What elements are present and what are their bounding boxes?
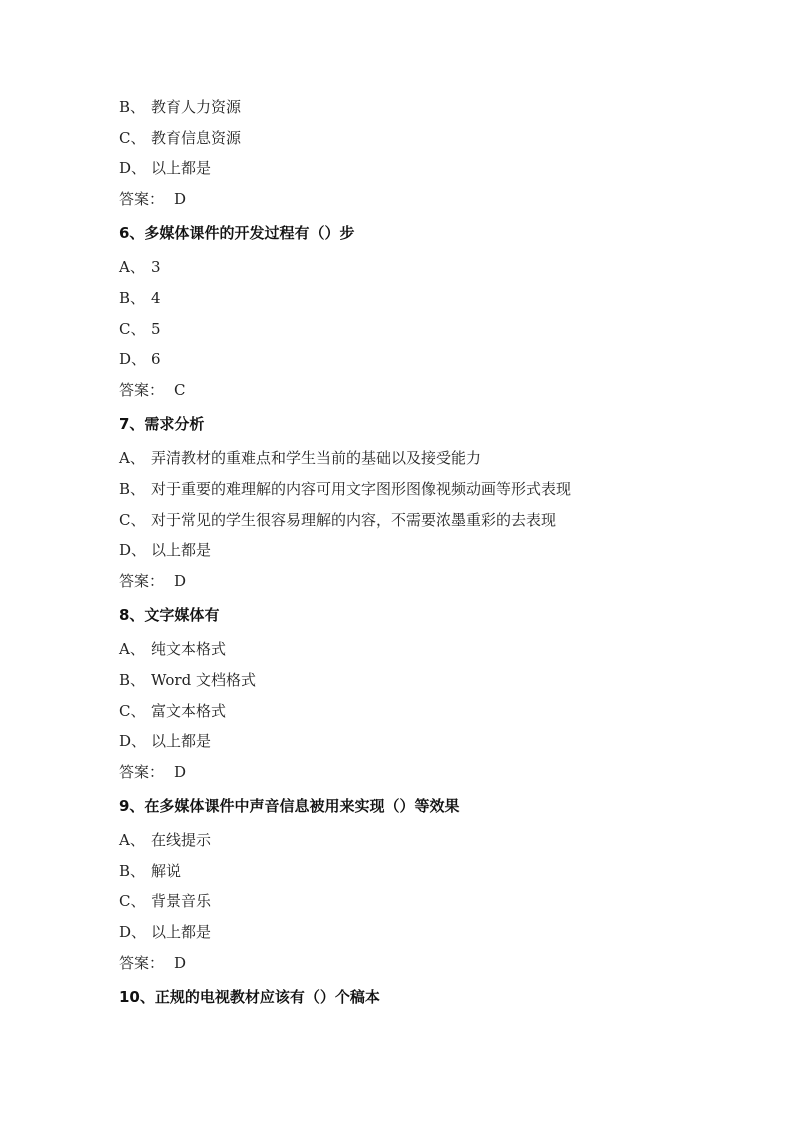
option-d: D、 以上都是 xyxy=(119,541,212,560)
option-d: D、 以上都是 xyxy=(119,159,212,178)
answer: 答案： C xyxy=(119,380,186,399)
document-page xyxy=(119,92,739,1016)
question-7 xyxy=(119,405,739,596)
answer: 答案： D xyxy=(119,762,187,781)
answer: 答案： D xyxy=(119,571,187,590)
option-b: B、 教育人力资源 xyxy=(119,98,242,116)
option-a: A、 在线提示 xyxy=(119,831,212,850)
question-title: 9、在多媒体课件中声音信息被用来实现（）等效果 xyxy=(119,797,460,816)
question-10 xyxy=(119,978,739,1016)
question-9 xyxy=(119,787,739,978)
option-b: B、 解说 xyxy=(119,861,182,880)
option-c: C、 对于常见的学生很容易理解的内容，不需要浓墨重彩的去表现 xyxy=(119,510,557,529)
option-d: D、 以上都是 xyxy=(119,732,212,751)
option-b: B、 4 xyxy=(119,288,161,307)
option-c: C、 教育信息资源 xyxy=(119,128,242,147)
option-b: B、 对于重要的难理解的内容可用文字图形图像视频动画等形式表现 xyxy=(119,479,572,498)
question-6 xyxy=(119,214,739,405)
question-title: 10、正规的电视教材应该有（）个稿本 xyxy=(119,988,380,1007)
option-a: A、 纯文本格式 xyxy=(119,640,227,659)
option-d: D、 以上都是 xyxy=(119,923,212,942)
answer: 答案： D xyxy=(119,189,187,208)
option-a: A、 弄清教材的重难点和学生当前的基础以及接受能力 xyxy=(119,449,482,468)
question-8 xyxy=(119,596,739,787)
option-d: D、 6 xyxy=(119,350,161,369)
question-title: 7、需求分析 xyxy=(119,415,205,434)
option-c: C、 5 xyxy=(119,319,161,338)
option-c: C、 背景音乐 xyxy=(119,892,212,911)
question-title: 8、文字媒体有 xyxy=(119,606,220,625)
question-title: 6、多媒体课件的开发过程有（）步 xyxy=(119,224,355,243)
option-c: C、 富文本格式 xyxy=(119,701,227,720)
question-5-fragment xyxy=(119,92,739,214)
option-b: B、 Word 文档格式 xyxy=(119,670,256,689)
answer: 答案： D xyxy=(119,953,187,972)
option-a: A、 3 xyxy=(119,258,161,277)
